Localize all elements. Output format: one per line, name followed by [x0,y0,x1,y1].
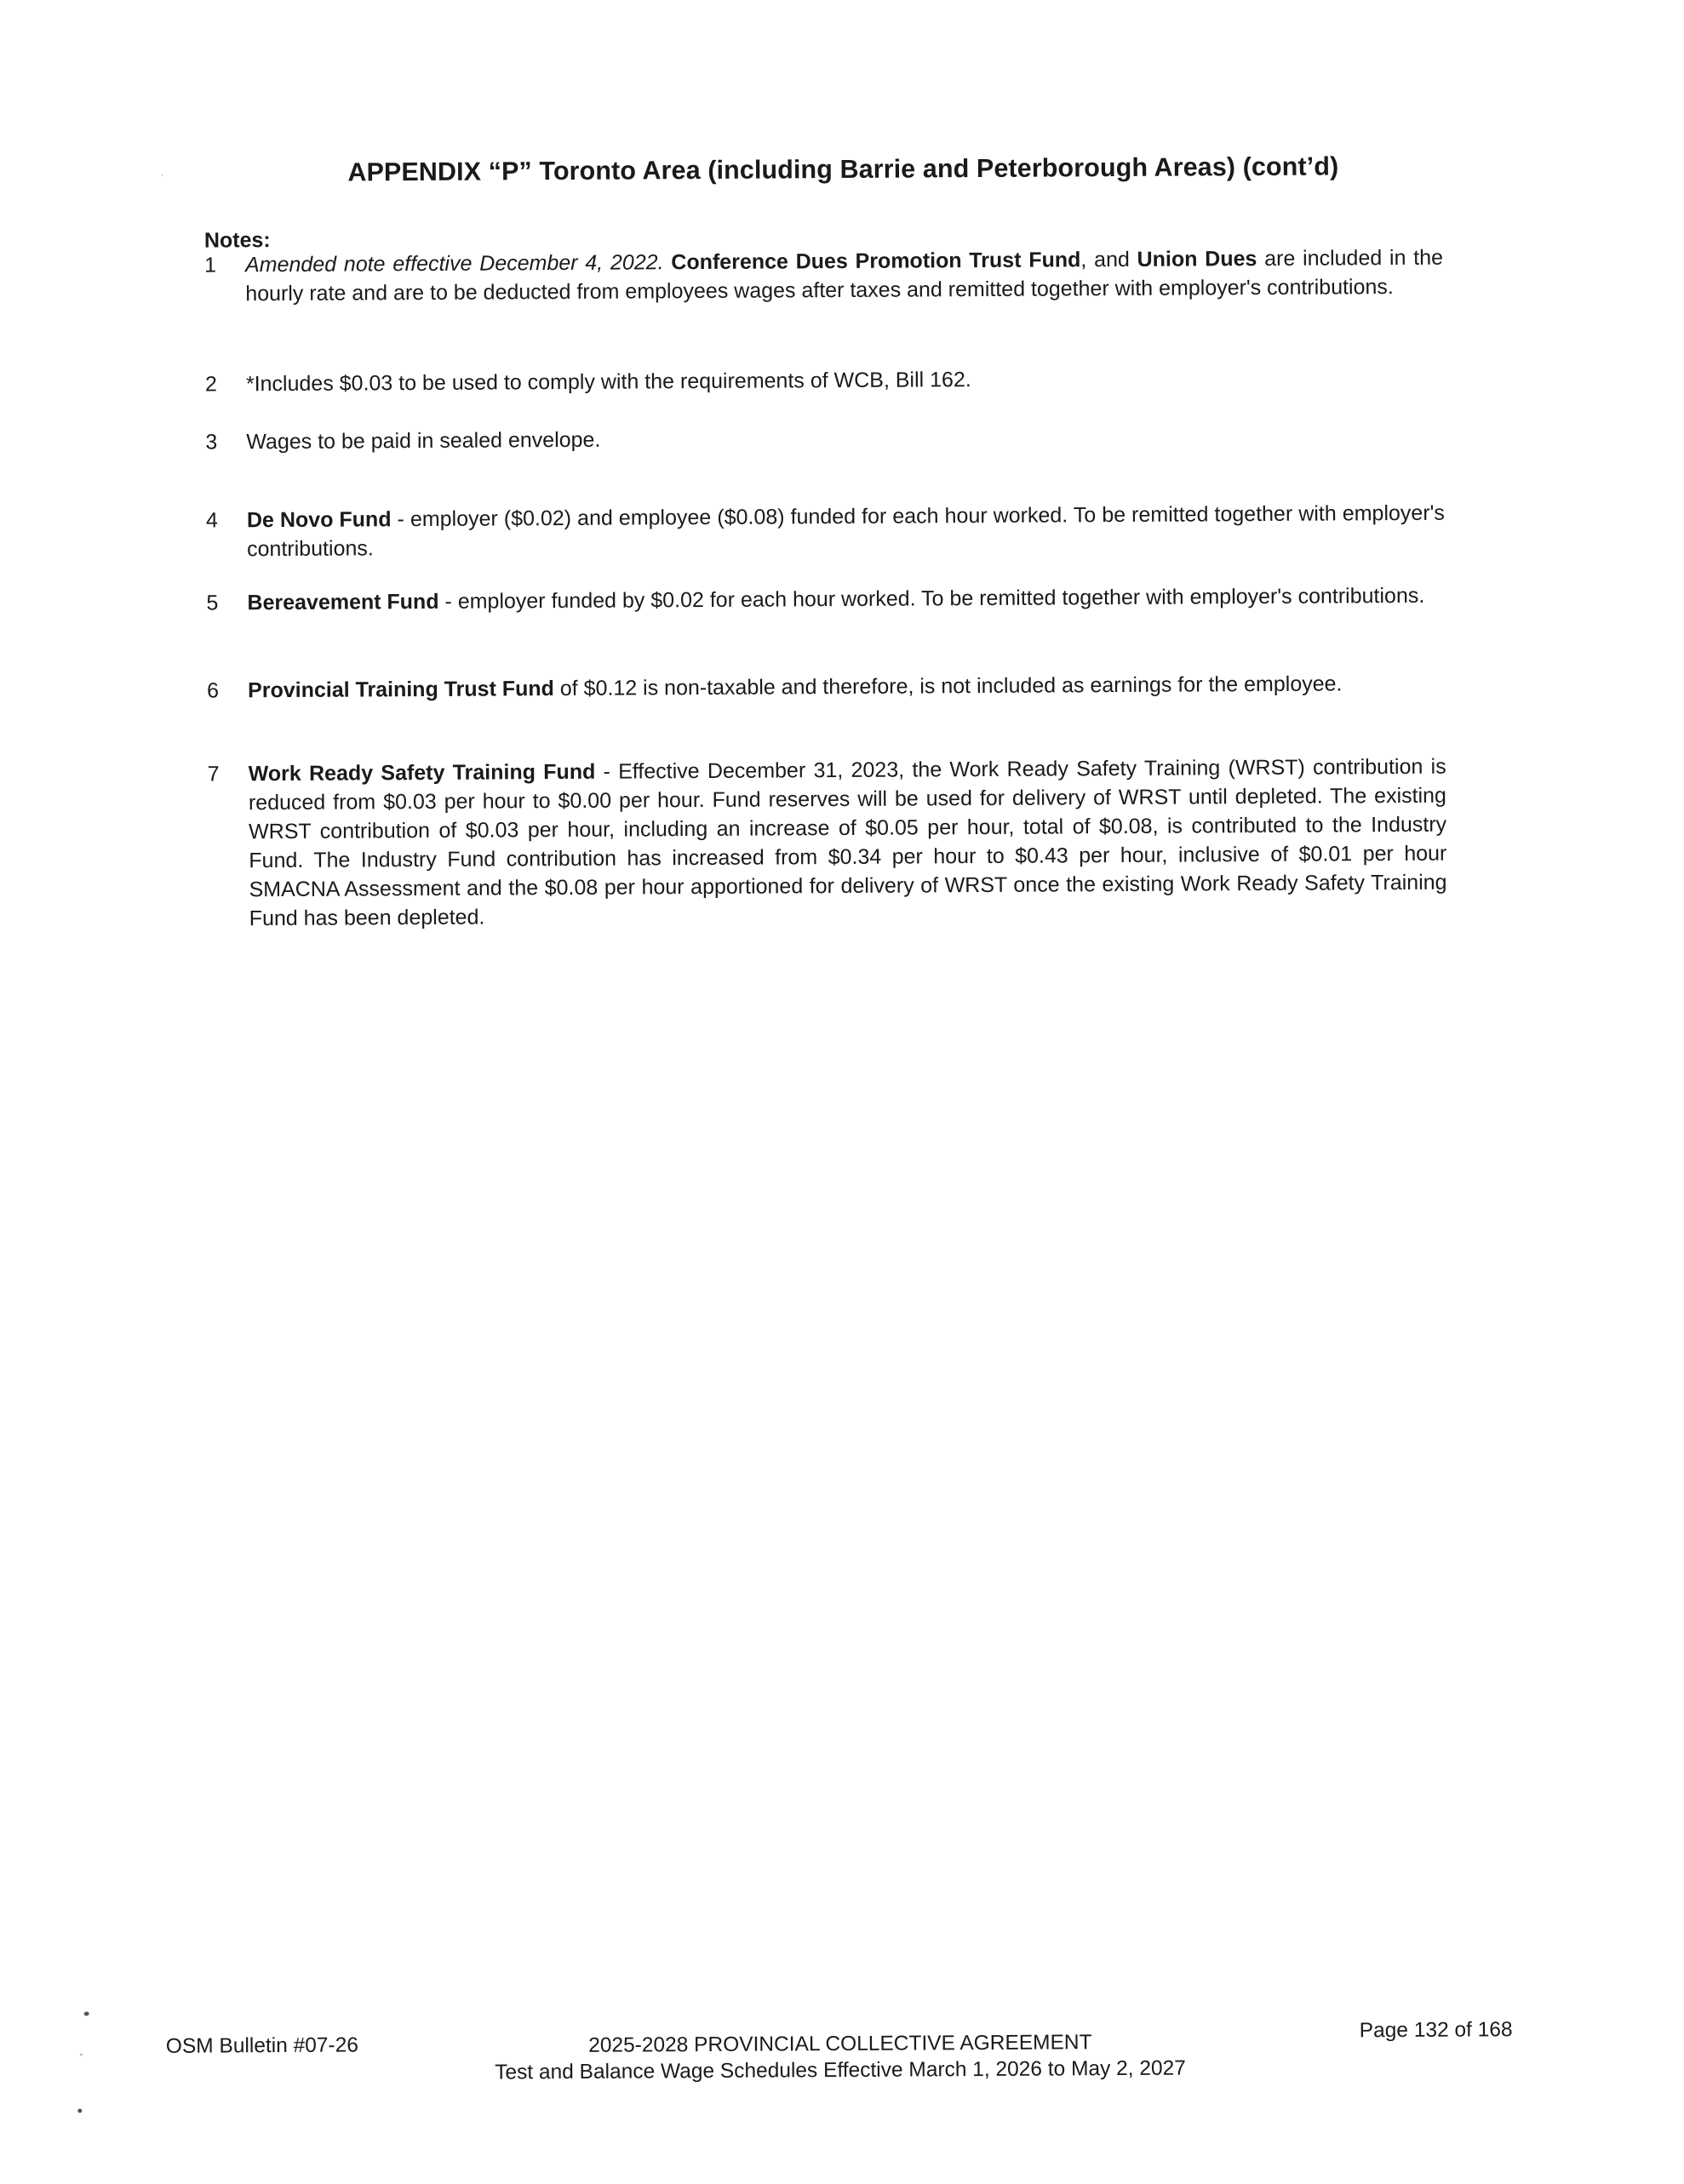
note-term: Provincial Training Trust Fund [248,677,554,703]
note-body: Work Ready Safety Training Fund - Effective December 31, 2023, the Work Ready Safety Training (WRST) contribution is reduced from $0.03 per hour to $0.00 per hour. Fund reserves will be used for delivery of WRST until depleted. The existing WRST contribution of $0.03 per hour, including an increase of $0.05 per hour, total of $0.08, is contributed to the Industry Fund. The Industry Fund contribution has increased from $0.34 per hour to $0.43 per hour, inclusive of $0.01 per hour SMACNA Assessment and the $0.08 per hour apportioned for delivery of WRST once the existing Work Ready Safety Training Fund has been depleted. [248,754,1447,931]
note-term: Work Ready Safety Training Fund [248,759,596,786]
note-body: Amended note effective December 4, 2022. Conference Dues Promotion Trust Fund, and Union Dues are included in the hourly rate and are to be deducted from employees wages after taxes and remitted together with employer's contributions. [244,245,1444,306]
scan-speck [77,2108,82,2113]
note-body: Bereavement Fund - employer funded by $0.02 for each hour worked. To be remitted together with employer's contributions. [247,583,1425,615]
note-number: 5 [206,591,219,615]
note-body: *Includes $0.03 to be used to comply with the requirements of WCB, Bill 162. [245,368,971,397]
note-body: Wages to be paid in sealed envelope. [246,427,601,455]
scan-speck [161,174,163,176]
note-number: 7 [207,762,220,786]
note-term: Union Dues [1137,247,1257,272]
note-item-1 [204,243,1443,309]
note-item-5 [206,581,1445,618]
note-item-3 [205,420,1444,457]
scan-speck [84,2011,89,2015]
note-amendment-text: Amended note effective December 4, 2022. [244,250,664,277]
note-number: 3 [205,430,218,455]
note-body: De Novo Fund - employer ($0.02) and employee ($0.08) funded for each hour worked. To be remitted together with employer's contributions. [246,500,1445,562]
page-number: Page 132 of 168 [1359,2018,1513,2043]
page-title: APPENDIX “P” Toronto Area (including Barrie and Peterborough Areas) (cont’d) [347,152,1339,187]
note-item-2 [205,363,1444,399]
note-number: 1 [203,253,217,277]
notes-heading: Notes: [203,228,271,253]
footer-bulletin-id: OSM Bulletin #07-26 [165,2033,359,2058]
note-body: Provincial Training Trust Fund of $0.12 is non-taxable and therefore, is not included as earnings for the employee. [248,672,1343,703]
note-number: 4 [205,508,218,533]
note-item-6 [207,669,1446,706]
note-term: Conference Dues Promotion Trust Fund [671,248,1081,275]
scan-speck [80,2053,83,2055]
note-item-7 [208,752,1447,934]
note-item-4 [206,499,1445,564]
note-number: 6 [207,678,220,703]
note-term: De Novo Fund [246,507,392,533]
footer-agreement-line2: Test and Balance Wage Schedules Effective March 1, 2026 to May 2, 2027 [495,2056,1186,2084]
footer-agreement-line1: 2025-2028 PROVINCIAL COLLECTIVE AGREEMENT [588,2031,1092,2057]
note-term: Bereavement Fund [247,589,439,615]
footer-agreement-title [432,2028,1249,2086]
note-number: 2 [204,372,217,397]
